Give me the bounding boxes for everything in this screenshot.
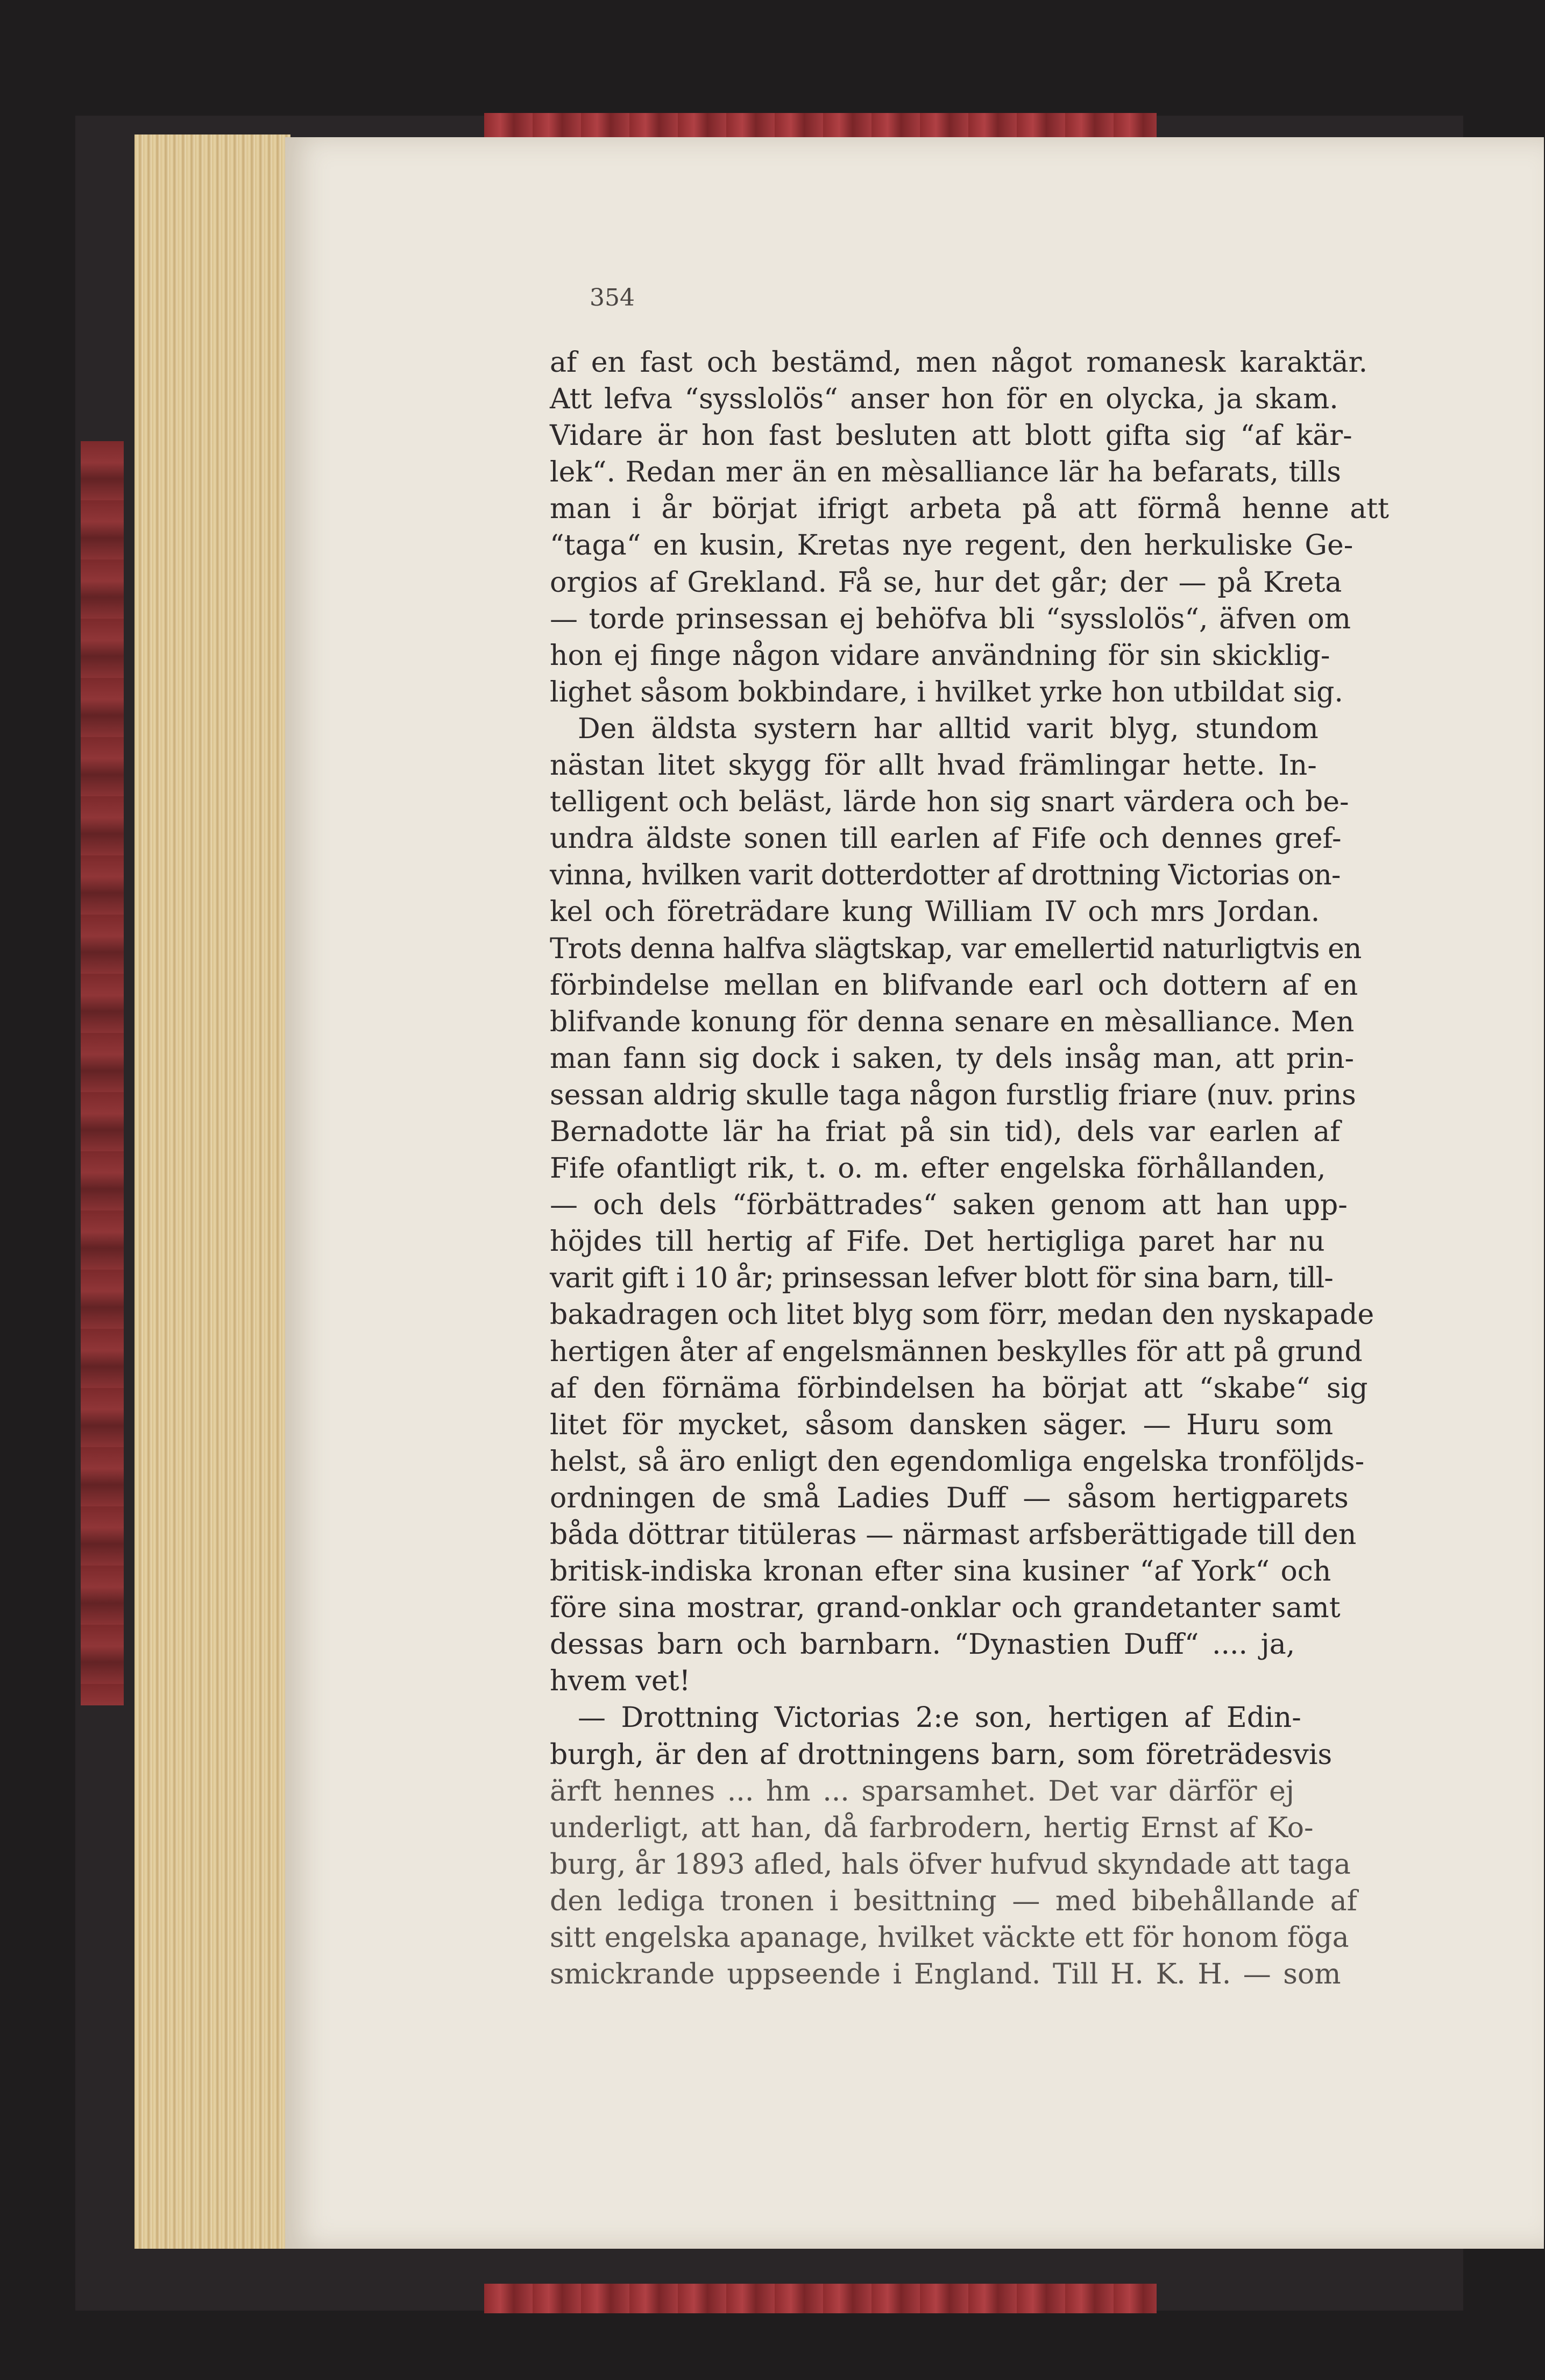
text-line: före sina mostrar, grand-onklar och grandetanter samt xyxy=(550,1592,1341,1625)
text-line: — och dels “förbättrades“ saken genom att han upp- xyxy=(550,1189,1348,1222)
text-line: britisk-indiska kronan efter sina kusiner “af York“ och xyxy=(550,1555,1331,1588)
text-line: Den äldsta systern har alltid varit blyg, stundom xyxy=(578,712,1319,745)
text-line: blifvande konung för denna senare en mèsalliance. Men xyxy=(550,1005,1355,1038)
text-line: telligent och beläst, lärde hon sig snart värdera och be- xyxy=(550,786,1349,819)
text-line: hertigen åter af engelsmännen beskylles för att på grund xyxy=(550,1335,1363,1368)
text-line: nästan litet skygg för allt hvad främlingar hette. In- xyxy=(550,749,1317,782)
text-line: Att lefva “sysslolös“ anser hon för en olycka, ja skam. xyxy=(550,383,1338,416)
text-line: hon ej finge någon vidare användning för sin skicklig- xyxy=(550,639,1330,672)
text-line: höjdes till hertig af Fife. Det hertigliga paret har nu xyxy=(550,1226,1325,1258)
text-line: lighet såsom bokbindare, i hvilket yrke hon utbildat sig. xyxy=(550,676,1343,709)
text-line: dessas barn och barnbarn. “Dynastien Duff“ .... ja, xyxy=(550,1628,1295,1661)
text-line: af en fast och bestämd, men något romanesk karaktär. xyxy=(550,346,1368,379)
text-line: burgh, är den af drottningens barn, som företrädesvis xyxy=(550,1738,1333,1771)
text-line: undra äldste sonen till earlen af Fife och dennes gref- xyxy=(550,823,1342,855)
text-line: helst, så äro enligt den egendomliga engelska tronföljds- xyxy=(550,1445,1365,1478)
body-text xyxy=(550,344,1463,1993)
text-line: litet för mycket, såsom dansken säger. — Huru som xyxy=(550,1408,1334,1441)
text-line: — torde prinsessan ej behöfva bli “sysslolös“, äfven om xyxy=(550,603,1351,635)
text-line: “taga“ en kusin, Kretas nye regent, den herkuliske Ge- xyxy=(550,529,1353,562)
text-line: lek“. Redan mer än en mèsalliance lär ha befarats, tills xyxy=(550,456,1341,489)
page-number: 354 xyxy=(590,284,635,311)
bottom-edge-decoration xyxy=(484,2284,1157,2313)
text-line: man i år börjat ifrigt arbeta på att förmå henne att xyxy=(550,493,1390,526)
text-line: — Drottning Victorias 2:e son, hertigen af Edin- xyxy=(578,1702,1301,1734)
spine-decoration xyxy=(81,441,124,1705)
text-line: burg, år 1893 afled, hals öfver hufvud skyndade att taga xyxy=(550,1848,1351,1881)
text-line: man fann sig dock i saken, ty dels insåg man, att prin- xyxy=(550,1042,1355,1075)
text-line: sessan aldrig skulle taga någon furstlig friare (nuv. prins xyxy=(550,1079,1356,1111)
text-line: förbindelse mellan en blifvande earl och dottern af en xyxy=(550,969,1358,1002)
text-line: båda döttrar titüleras — närmast arfsberättigade till den xyxy=(550,1519,1357,1551)
top-edge-decoration xyxy=(484,113,1157,137)
text-line: hvem vet! xyxy=(550,1665,691,1698)
text-line: Trots denna halfva slägtskap, var emellertid naturligtvis en xyxy=(550,932,1362,965)
text-line: vinna, hvilken varit dotterdotter af drottning Victorias on- xyxy=(550,859,1341,892)
text-line: Bernadotte lär ha friat på sin tid), dels var earlen af xyxy=(550,1115,1341,1148)
text-line: sitt engelska apanage, hvilket väckte ett för honom föga xyxy=(550,1922,1349,1954)
text-line: af den förnäma förbindelsen ha börjat att “skabe“ sig xyxy=(550,1372,1368,1405)
text-line: varit gift i 10 år; prinsessan lefver blott för sina barn, till- xyxy=(550,1262,1333,1295)
text-line: smickrande uppseende i England. Till H. K. H. — som xyxy=(550,1958,1341,1991)
text-line: Vidare är hon fast besluten att blott gifta sig “af kär- xyxy=(550,420,1352,452)
text-line: underligt, att han, då farbrodern, hertig Ernst af Ko- xyxy=(550,1811,1314,1844)
text-line: ärft hennes ... hm ... sparsamhet. Det var därför ej xyxy=(550,1775,1295,1808)
text-line: ordningen de små Ladies Duff — såsom hertigparets xyxy=(550,1482,1349,1514)
text-line: bakadragen och litet blyg som förr, medan den nyskapade xyxy=(550,1299,1374,1331)
text-line: den lediga tronen i besittning — med bibehållande af xyxy=(550,1885,1357,1917)
text-line: orgios af Grekland. Få se, hur det går; der — på Kreta xyxy=(550,566,1342,599)
text-line: Fife ofantligt rik, t. o. m. efter engelska förhållanden, xyxy=(550,1152,1326,1185)
page-stack-edge xyxy=(134,134,290,2249)
text-line: kel och företrädare kung William IV och mrs Jordan. xyxy=(550,896,1320,929)
